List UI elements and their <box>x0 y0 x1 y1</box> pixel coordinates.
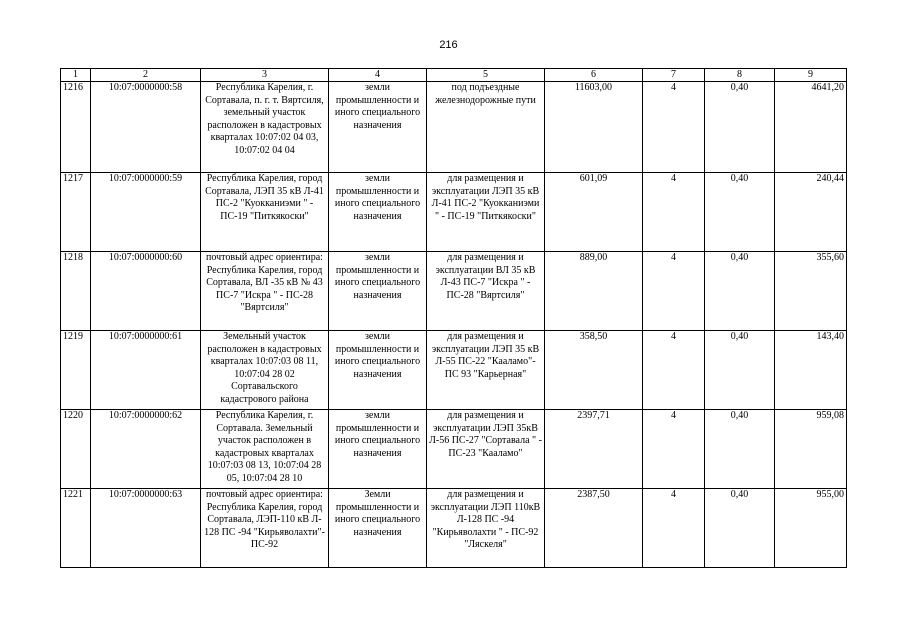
column-7-value: 4 <box>643 489 705 568</box>
column-9-value: 240,44 <box>775 173 847 252</box>
column-7-value: 4 <box>643 252 705 331</box>
land-category: земли промышленности и иного специального назначения <box>329 252 427 331</box>
row-number: 1218 <box>61 252 91 331</box>
row-number: 1220 <box>61 410 91 489</box>
column-7-value: 4 <box>643 173 705 252</box>
location-address: Республика Карелия, г. Сортавала, п. г. т. Вяртсиля, земельный участок расположен в кадастровых кварталах 10:07:02 04 03, 10:07:02 04 04 <box>201 82 329 173</box>
column-9-value: 955,00 <box>775 489 847 568</box>
header-cell-6: 6 <box>545 69 643 82</box>
area-value: 601,09 <box>545 173 643 252</box>
cadastral-number: 10:07:0000000:60 <box>91 252 201 331</box>
header-cell-8: 8 <box>705 69 775 82</box>
permitted-use: для размещения и эксплуатации ЛЭП 35кВ Л-56 ПС-27 "Сортавала " - ПС-23 "Кааламо" <box>427 410 545 489</box>
table-row <box>61 410 847 489</box>
area-value: 358,50 <box>545 331 643 410</box>
column-8-value: 0,40 <box>705 82 775 173</box>
column-8-value: 0,40 <box>705 173 775 252</box>
location-address: Земельный участок расположен в кадастровых кварталах 10:07:03 08 11, 10:07:04 28 02 Сортавальского кадастрового района <box>201 331 329 410</box>
area-value: 2387,50 <box>545 489 643 568</box>
location-address: почтовый адрес ориентира: Республика Карелия, город Сортавала, ВЛ -35 кВ № 43 ПС-7 "Искра " - ПС-28 "Вяртсиля" <box>201 252 329 331</box>
permitted-use: для размещения и эксплуатации ЛЭП 35 кВ Л-55 ПС-22 "Кааламо"- ПС 93 "Карьерная" <box>427 331 545 410</box>
land-category: земли промышленности и иного специального назначения <box>329 82 427 173</box>
column-8-value: 0,40 <box>705 252 775 331</box>
row-number: 1219 <box>61 331 91 410</box>
cadastral-number: 10:07:0000000:59 <box>91 173 201 252</box>
column-9-value: 143,40 <box>775 331 847 410</box>
table-row <box>61 252 847 331</box>
header-cell-5: 5 <box>427 69 545 82</box>
header-row <box>61 69 847 82</box>
column-8-value: 0,40 <box>705 489 775 568</box>
column-9-value: 959,08 <box>775 410 847 489</box>
permitted-use: для размещения и эксплуатации ЛЭП 110кВ Л-128 ПС -94 "Кирьяволахти " - ПС-92 "Ляскеля" <box>427 489 545 568</box>
permitted-use: для размещения и эксплуатации ВЛ 35 кВ Л-43 ПС-7 "Искра " - ПС-28 "Вяртсиля" <box>427 252 545 331</box>
column-9-value: 355,60 <box>775 252 847 331</box>
area-value: 11603,00 <box>545 82 643 173</box>
column-8-value: 0,40 <box>705 410 775 489</box>
table-row <box>61 173 847 252</box>
land-category: земли промышленности и иного специального назначения <box>329 410 427 489</box>
location-address: почтовый адрес ориентира: Республика Карелия, город Сортавала, ЛЭП-110 кВ Л- 128 ПС -94 "Кирьяволахти"-ПС-92 <box>201 489 329 568</box>
cadastral-number: 10:07:0000000:62 <box>91 410 201 489</box>
header-cell-2: 2 <box>91 69 201 82</box>
row-number: 1216 <box>61 82 91 173</box>
page-number: 216 <box>439 39 458 51</box>
table-row <box>61 331 847 410</box>
permitted-use: под подъездные железнодорожные пути <box>427 82 545 173</box>
location-address: Республика Карелия, город Сортавала, ЛЭП 35 кВ Л-41 ПС-2 "Куокканиэми " - ПС-19 "Питкякоски" <box>201 173 329 252</box>
header-cell-3: 3 <box>201 69 329 82</box>
header-cell-1: 1 <box>61 69 91 82</box>
table-row <box>61 82 847 173</box>
row-number: 1221 <box>61 489 91 568</box>
land-category: земли промышленности и иного специального назначения <box>329 331 427 410</box>
cadastral-number: 10:07:0000000:61 <box>91 331 201 410</box>
column-7-value: 4 <box>643 410 705 489</box>
land-category: Земли промышленности и иного специального назначения <box>329 489 427 568</box>
permitted-use: для размещения и эксплуатации ЛЭП 35 кВ Л-41 ПС-2 "Куокканиэми " - ПС-19 "Питкякоски" <box>427 173 545 252</box>
land-registry-table <box>60 68 847 568</box>
location-address: Республика Карелия, г. Сортавала. Земельный участок расположен в кадастровых кварталах 10:07:03 08 13, 10:07:04 28 05, 10:07:04 28 10 <box>201 410 329 489</box>
area-value: 889,00 <box>545 252 643 331</box>
row-number: 1217 <box>61 173 91 252</box>
column-9-value: 4641,20 <box>775 82 847 173</box>
area-value: 2397,71 <box>545 410 643 489</box>
column-8-value: 0,40 <box>705 331 775 410</box>
column-7-value: 4 <box>643 331 705 410</box>
column-7-value: 4 <box>643 82 705 173</box>
land-category: земли промышленности и иного специального назначения <box>329 173 427 252</box>
header-cell-7: 7 <box>643 69 705 82</box>
header-cell-4: 4 <box>329 69 427 82</box>
cadastral-number: 10:07:0000000:63 <box>91 489 201 568</box>
header-cell-9: 9 <box>775 69 847 82</box>
table-row <box>61 489 847 568</box>
cadastral-number: 10:07:0000000:58 <box>91 82 201 173</box>
